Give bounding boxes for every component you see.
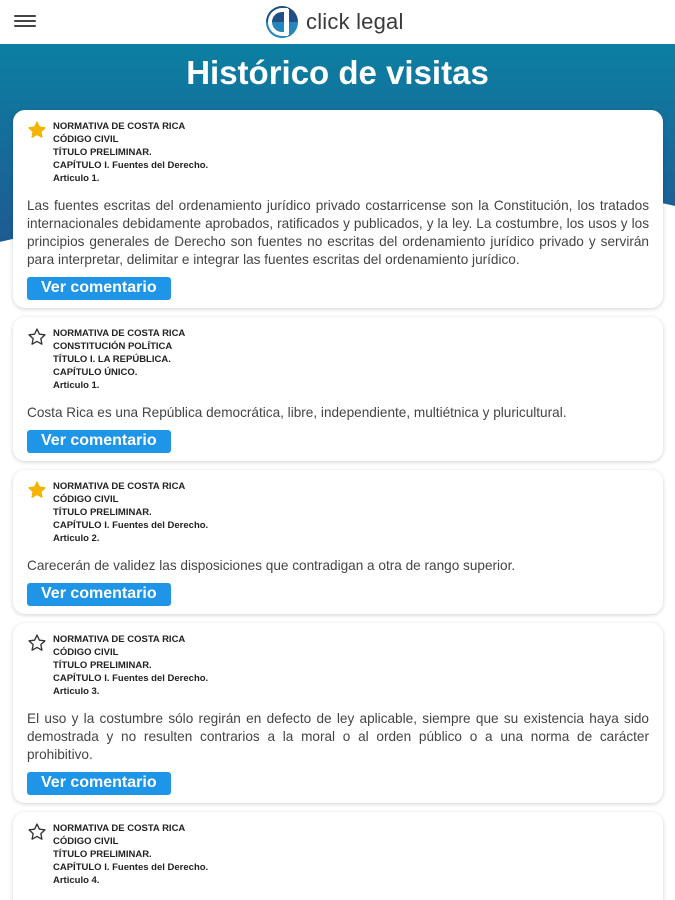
star-outline-icon[interactable] [27,633,49,655]
meta-line: CAPÍTULO I. Fuentes del Derecho. [53,520,209,531]
meta-line: CAPÍTULO I. Fuentes del Derecho. [53,673,209,684]
card-header [27,633,649,698]
meta-line: Articulo 4. [53,875,100,886]
meta-line: NORMATIVA DE COSTA RICA [53,634,186,645]
star-filled-icon[interactable] [27,480,49,502]
meta-line: CAPÍTULO I. Fuentes del Derecho. [53,862,209,873]
history-card [13,623,663,803]
meta-line: CÓDIGO CIVIL [53,647,119,658]
ver-comentario-button[interactable]: Ver comentario [27,430,171,453]
meta-line: CONSTITUCIÓN POLÍTICA [53,341,173,352]
meta-line: CAPÍTULO I. Fuentes del Derecho. [53,160,209,171]
click-legal-logo-icon [266,6,298,38]
history-card [13,317,663,461]
meta-line: NORMATIVA DE COSTA RICA [53,823,186,834]
card-meta [53,633,208,698]
meta-line: CÓDIGO CIVIL [53,134,119,145]
meta-line: CAPÍTULO ÚNICO. [53,367,138,378]
article-text: Las fuentes escritas del ordenamiento jurídico privado costarricense son la Constitución, los tratados internacionales debidamente aprobados, ratificados y publicados, y la ley. La costumbre, los usos y los principios generales de Derecho son fuentes no escritas del ordenamiento jurídico privado y servirán para interpretar, delimitar e integrar las fuentes escritas del ordenamiento jurídico. [27,198,649,267]
meta-line: Articulo 2. [53,533,100,544]
meta-line: TÍTULO PRELIMINAR. [53,849,152,860]
star-outline-icon[interactable] [27,327,49,349]
history-card [13,470,663,614]
card-meta [53,480,208,545]
meta-line: CÓDIGO CIVIL [53,494,119,505]
ver-comentario-button[interactable]: Ver comentario [27,772,171,795]
hamburger-menu-icon[interactable] [14,12,36,32]
meta-line: Articulo 3. [53,686,100,697]
visit-history-list [13,110,663,900]
article-text: El uso y la costumbre sólo regirán en defecto de ley aplicable, siempre que su existencia haya sido demostrada y no resulten contrarios a la moral o al orden público o a una norma de carácter prohibitivo. [27,711,649,762]
card-header [27,480,649,545]
star-filled-icon[interactable] [27,120,49,142]
meta-line: NORMATIVA DE COSTA RICA [53,328,186,339]
meta-line: TÍTULO PRELIMINAR. [53,660,152,671]
logo-text: click legal [306,9,404,34]
card-header [27,327,649,392]
meta-line: NORMATIVA DE COSTA RICA [53,121,186,132]
meta-line: CÓDIGO CIVIL [53,836,119,847]
meta-line: Articulo 1. [53,380,100,391]
meta-line: Articulo 1. [53,173,100,184]
card-header [27,120,649,185]
history-card [13,110,663,308]
page-title: Histórico de visitas [186,54,489,91]
ver-comentario-button[interactable]: Ver comentario [27,583,171,606]
article-text: Carecerán de validez las disposiciones que contradigan a otra de rango superior. [27,558,516,573]
card-meta [53,120,208,185]
card-meta [53,822,208,887]
meta-line: TÍTULO I. LA REPÚBLICA. [53,354,171,365]
card-meta [53,327,185,392]
article-text: Costa Rica es una República democrática, libre, independiente, multiétnica y pluricultural. [27,405,567,420]
ver-comentario-button[interactable]: Ver comentario [27,277,171,300]
meta-line: TÍTULO PRELIMINAR. [53,147,152,158]
card-header [27,822,649,887]
top-app-bar [0,0,675,44]
history-card [13,812,663,900]
app-logo [266,5,404,39]
meta-line: NORMATIVA DE COSTA RICA [53,481,186,492]
star-outline-icon[interactable] [27,822,49,844]
meta-line: TÍTULO PRELIMINAR. [53,507,152,518]
